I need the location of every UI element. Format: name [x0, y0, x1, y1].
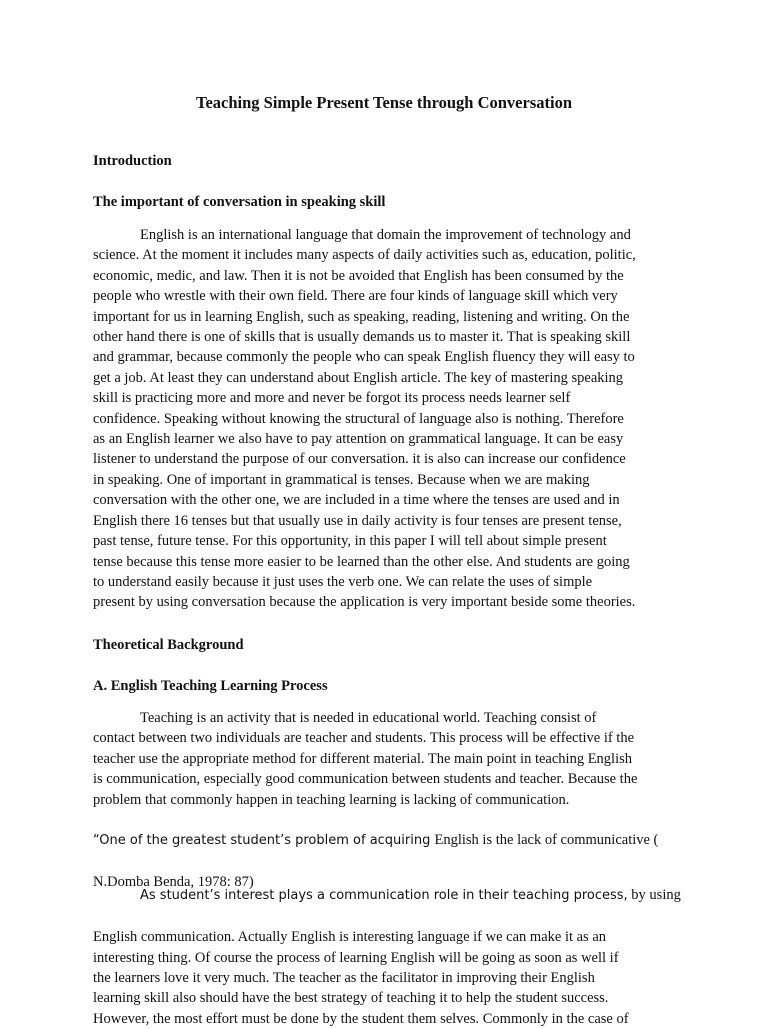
paragraph-line: listener to understand the purpose of our conversation. it is also can increase our confidence	[93, 451, 626, 468]
paragraph-line: the learners love it very much. The teacher as the facilitator in improving their English	[93, 970, 595, 987]
paragraph-line: and grammar, because commonly the people who can speak English fluency they will easy to	[93, 349, 635, 366]
paragraph-line: tense because this tense more easier to be learned than the other else. And students are going	[93, 553, 630, 570]
paragraph-line: is communication, especially good communication between students and teacher. Because the	[93, 771, 638, 788]
document-title: Teaching Simple Present Tense through Conversation	[195, 93, 573, 112]
heading-section-a: A. English Teaching Learning Process	[93, 678, 328, 694]
paragraph-line: present by using conversation because the application is very important beside some theories.	[93, 594, 636, 611]
paragraph-line: contact between two individuals are teacher and students. This process will be effective if the	[93, 730, 635, 747]
paragraph-line: get a job. At least they can understand about English article. The key of mastering speaking	[93, 369, 624, 386]
paragraph-line: teacher use the appropriate method for different material. The main point in teaching English	[93, 750, 632, 767]
paragraph-line: learning skill also should have the best strategy of teaching it to help the student success.	[93, 990, 609, 1007]
interest-paragraph	[93, 865, 681, 1029]
quote-line-1-alt: “One of the greatest student’s problem of acquiring	[93, 833, 435, 849]
paragraph-line: English is an international language that domain the improvement of technology and	[140, 227, 631, 243]
quote-line-1-rest: English is the lack of communicative (	[434, 832, 659, 849]
paragraph-line: skill is practicing more and more and never be forgot its process needs learner self	[93, 390, 571, 407]
heading-importance-of-conversation: The important of conversation in speaking skill	[93, 194, 386, 210]
interest-line-1-alt: As student’s interest plays a communication role in their teaching process,	[140, 888, 628, 904]
paragraph-line: interesting thing. Of course the process of learning English will be going as soon as well if	[93, 949, 619, 966]
paragraph-line: conversation with the other one, we are included in a time where the tenses are used and in	[93, 492, 620, 509]
paragraph-line: Teaching is an activity that is needed in educational world. Teaching consist of	[140, 710, 597, 726]
intro-paragraph	[93, 225, 675, 613]
paragraph-line: economic, medic, and law. Then it is not be avoided that English has been consumed by the	[93, 267, 624, 284]
paragraph-line: in speaking. One of important in grammatical is tenses. Because when we are making	[93, 471, 590, 488]
quote-line-1	[93, 830, 675, 851]
interest-line-1	[93, 885, 681, 906]
paragraph-line: past tense, future tense. For this opportunity, in this paper I will tell about simple present	[93, 533, 607, 550]
paragraph-line: to understand easily because it just uses the verb one. We can relate the uses of simple	[93, 573, 593, 590]
paragraph-line: other hand there is one of skills that is usually demands us to master it. That is speaking skill	[93, 329, 631, 346]
paragraph-line: confidence. Speaking without knowing the structural of language also is nothing. Therefore	[93, 410, 624, 427]
paragraph-line: as an English learner we also have to pay attention on grammatical language. It can be easy	[93, 431, 624, 448]
paragraph-line: problem that commonly happen in teaching learning is lacking of communication.	[93, 791, 570, 808]
heading-introduction: Introduction	[93, 153, 172, 169]
heading-theoretical-background: Theoretical Background	[93, 637, 244, 653]
paragraph-line: English communication. Actually English is interesting language if we can make it as an	[93, 929, 607, 946]
paragraph-line: English there 16 tenses but that usually use in daily activity is four tenses are present tense,	[93, 512, 622, 529]
paragraph-line: However, the most effort must be done by the student them selves. Commonly in the case of	[93, 1010, 629, 1027]
quote-line-2: N.Domba Benda, 1978: 87)	[93, 874, 254, 891]
paragraph-line: people who wrestle with their own field. There are four kinds of language skill which very	[93, 288, 618, 305]
paragraph-line: science. At the moment it includes many aspects of daily activities such as, education, politic,	[93, 247, 636, 264]
teaching-paragraph	[93, 708, 675, 810]
interest-line-1-rest: by using	[627, 887, 681, 904]
paragraph-line: important for us in learning English, such as speaking, reading, listening and writing. On the	[93, 308, 630, 325]
